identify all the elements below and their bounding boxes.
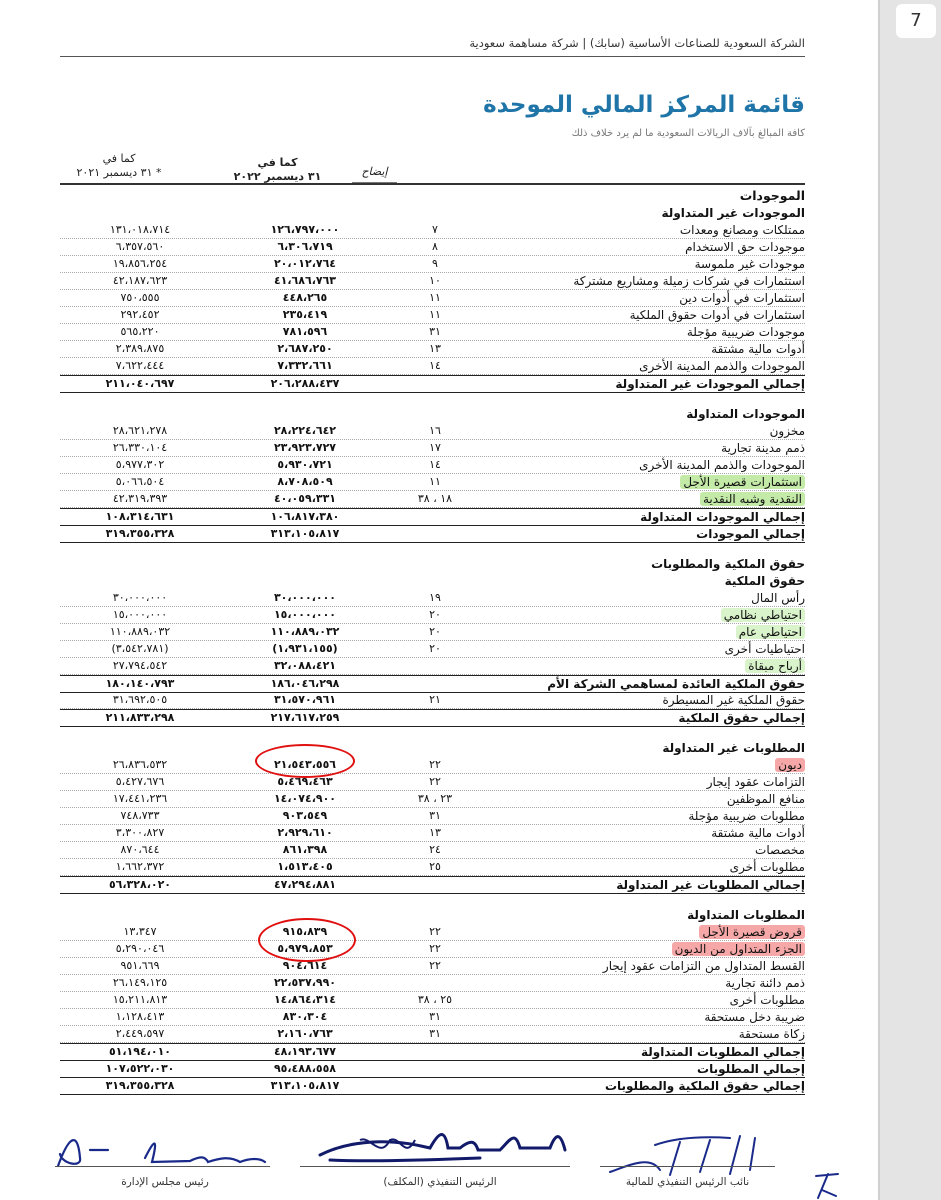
value-2022: ٥،٩٣٠،٧٢١ (277, 458, 333, 471)
value-2021: ٨٧٠،٦٤٤ (120, 843, 160, 856)
row-label (475, 1026, 805, 1042)
signature-label-ceo: الرئيس التنفيذي (المكلف) (383, 1176, 497, 1188)
value-2022: ٢٠،٠١٢،٧٦٤ (273, 257, 337, 270)
row-label (475, 474, 805, 490)
value-2021: ٥،٢٩٠،٠٤٦ (115, 942, 165, 955)
section-heading-row (60, 188, 805, 204)
row-label-text: استثمارات في شركات زميلة ومشاريع مشتركة (573, 274, 805, 288)
total-row (60, 375, 805, 393)
value-2022: ٢١،٥٤٣،٥٥٦ (273, 758, 337, 771)
value-2022: ٤٨،١٩٣،٦٧٧ (273, 1045, 337, 1058)
table-row (60, 607, 805, 624)
table-row (60, 808, 805, 825)
row-label (475, 641, 805, 657)
value-2021: ١٨٠،١٤٠،٧٩٣ (105, 677, 175, 690)
table-row (60, 641, 805, 658)
table-row (60, 423, 805, 440)
value-2021: ٥١،١٩٤،٠١٠ (108, 1045, 172, 1058)
total-row (60, 1077, 805, 1095)
value-2021: ٣،٣٠٠،٨٢٧ (115, 826, 165, 839)
value-2021: ٩٥١،٦٦٩ (120, 959, 160, 972)
row-label-text: إجمالي المطلوبات غير المتداولة (616, 878, 805, 892)
row-label-text: رأس المال (751, 591, 805, 605)
table-row (60, 491, 805, 508)
table-row (60, 624, 805, 641)
row-label (475, 590, 805, 606)
value-2022: ٣١٣،١٠٥،٨١٧ (270, 1079, 340, 1092)
row-label (475, 440, 805, 456)
table-row (60, 222, 805, 239)
row-note-ref: ٢٢ (429, 758, 441, 771)
table-row (60, 859, 805, 876)
value-2022: ٣١،٥٧٠،٩٦١ (273, 693, 337, 706)
row-label (475, 859, 805, 875)
section-heading-row (60, 740, 805, 756)
row-label-text: مطلوبات أخرى (729, 993, 805, 1007)
value-2022: ٢،٩٢٩،٦١٠ (277, 826, 333, 839)
row-note-ref: ١٣ (429, 826, 441, 839)
value-2021: ٥٦،٣٢٨،٠٢٠ (108, 878, 172, 891)
row-label (475, 376, 805, 392)
value-2021: ٣١،٦٩٢،٥٠٥ (112, 693, 168, 706)
row-note-ref: ١٩ (429, 591, 441, 604)
table-row (60, 590, 805, 607)
value-2022: ٣٠،٠٠٠،٠٠٠ (273, 591, 337, 604)
row-label-text: ممتلكات ومصانع ومعدات (679, 223, 805, 237)
row-label-text: المطلوبات غير المتداولة (662, 741, 805, 755)
row-label-text: حقوق الملكية غير المسيطرة (662, 693, 805, 707)
row-label-text: حقوق الملكية والمطلوبات (651, 557, 805, 571)
row-label (475, 624, 805, 640)
row-label-text: الموجودات والذمم المدينة الأخرى (639, 359, 805, 373)
row-label (475, 341, 805, 357)
value-2022: ٩٥،٤٨٨،٥٥٨ (273, 1062, 337, 1075)
value-2022: ٥،٤٦٩،٤٦٣ (277, 775, 333, 788)
value-2022: ٤١،٦٨٦،٧٦٣ (273, 274, 337, 287)
table-row (60, 474, 805, 491)
row-label-text: إجمالي المطلوبات (697, 1062, 805, 1076)
row-label (475, 1061, 805, 1077)
value-2021: ١٩،٨٥٦،٢٥٤ (112, 257, 168, 270)
row-label (475, 205, 805, 221)
row-note-ref: ١٨ ، ٣٨ (417, 492, 453, 505)
value-2021: ١٣،٣٤٧ (123, 925, 157, 938)
row-label (475, 710, 805, 726)
value-2022: ٣٢،٠٨٨،٤٢١ (273, 659, 337, 672)
row-label-text: ذمم مدينة تجارية (721, 441, 805, 455)
row-label (475, 975, 805, 991)
row-label (475, 607, 805, 623)
value-2022: ٤٧،٢٩٤،٨٨١ (273, 878, 337, 891)
row-label-text: الموجودات والذمم المدينة الأخرى (639, 458, 805, 472)
table-row (60, 924, 805, 941)
total-row (60, 508, 805, 526)
value-2022: ٢٠٦،٢٨٨،٤٣٧ (270, 377, 340, 390)
row-label-text: استثمارات في أدوات دين (679, 291, 805, 305)
row-note-ref: ١٣ (429, 342, 441, 355)
row-label-text: أرباح مبقاة (745, 659, 805, 673)
value-2021: ٢،٤٤٩،٥٩٧ (115, 1027, 165, 1040)
value-2021: ٥،٠٦٦،٥٠٤ (115, 475, 165, 488)
initials-mark (808, 1170, 848, 1200)
row-note-ref: ٢٠ (429, 608, 441, 621)
table-row (60, 757, 805, 774)
row-label-text: احتياطي عام (736, 625, 805, 639)
signature-line-chairman (55, 1166, 270, 1167)
row-label-text: مطلوبات ضريبية مؤجلة (688, 809, 805, 823)
value-2022: (١،٩٣١،١٥٥) (272, 642, 338, 655)
value-2021: ٣١٩،٣٥٥،٣٢٨ (105, 1079, 175, 1092)
value-2021: ٧٤٨،٧٣٣ (120, 809, 160, 822)
row-label (475, 290, 805, 306)
row-label (475, 676, 805, 692)
row-label-text: احتياطي نظامي (721, 608, 805, 622)
table-row (60, 273, 805, 290)
row-note-ref: ١٠ (429, 274, 441, 287)
row-label (475, 324, 805, 340)
row-note-ref: ٢٢ (429, 775, 441, 788)
row-note-ref: ٣١ (429, 809, 441, 822)
total-row (60, 709, 805, 727)
row-note-ref: ٢٠ (429, 625, 441, 638)
row-label (475, 757, 805, 773)
statement-title: قائمة المركز المالي الموحدة (483, 92, 805, 118)
table-row (60, 239, 805, 256)
row-label (475, 457, 805, 473)
row-label-text: زكاة مستحقة (738, 1027, 805, 1041)
value-2022: ٤٠،٠٥٩،٣٣١ (273, 492, 337, 505)
header-divider (60, 56, 805, 57)
table-row (60, 440, 805, 457)
signature-label-chairman: رئيس مجلس الإدارة (121, 1176, 209, 1188)
row-note-ref: ٢٥ ، ٣٨ (417, 993, 453, 1006)
value-2021: ٥٦٥،٢٢٠ (120, 325, 160, 338)
section-heading-row (60, 556, 805, 572)
row-label (475, 1009, 805, 1025)
value-2021: ٤٢،٣١٩،٣٩٣ (112, 492, 168, 505)
row-label (475, 842, 805, 858)
row-label-text: الموجودات (739, 188, 805, 203)
row-label-text: ذمم دائنة تجارية (725, 976, 805, 990)
row-label-text: احتياطيات أخرى (724, 642, 805, 656)
value-2022: ٢٨،٢٢٤،٦٤٢ (273, 424, 337, 437)
table-row (60, 975, 805, 992)
value-2021: ٥،٤٢٧،٦٧٦ (115, 775, 165, 788)
total-row (60, 675, 805, 693)
value-2022: ٨٦١،٣٩٨ (282, 843, 328, 856)
row-note-ref: ٣١ (429, 325, 441, 338)
section-heading-row (60, 573, 805, 589)
row-label-text: أدوات مالية مشتقة (711, 826, 805, 840)
table-row (60, 341, 805, 358)
row-label-text: استثمارات قصيرة الأجل (680, 475, 805, 489)
company-header: الشركة السعودية للصناعات الأساسية (سابك) | شركة مساهمة سعودية (469, 36, 805, 50)
row-label-text: ديون (775, 758, 805, 772)
row-label (475, 791, 805, 807)
value-2022: ٢،٦٨٧،٢٥٠ (277, 342, 333, 355)
column-2022-line1: كما في (257, 156, 298, 169)
value-2022: ٢٣٥،٤١٩ (282, 308, 328, 321)
row-label-text: استثمارات في أدوات حقوق الملكية (629, 308, 805, 322)
row-note-ref: ٧ (432, 223, 438, 236)
table-row (60, 992, 805, 1009)
row-label-text: حقوق الملكية العائدة لمساهمي الشركة الأم (547, 677, 805, 691)
row-label (475, 658, 805, 674)
row-label-text: الموجودات المتداولة (686, 407, 805, 421)
value-2021: ٢٧،٧٩٤،٥٤٢ (112, 659, 168, 672)
row-label (475, 509, 805, 525)
row-note-ref: ٩ (432, 257, 438, 270)
value-2022: ٨٣٠،٣٠٤ (282, 1010, 328, 1023)
value-2021: ٣٠،٠٠٠،٠٠٠ (112, 591, 168, 604)
value-2022: ٩٠٤،٦١٤ (282, 959, 328, 972)
total-row (60, 525, 805, 543)
row-label-text: إجمالي الموجودات المتداولة (640, 510, 805, 524)
row-note-ref: ٢٢ (429, 959, 441, 972)
row-label-text: قروض قصيرة الأجل (699, 925, 805, 939)
row-label-text: إجمالي الموجودات (696, 527, 805, 541)
row-label (475, 941, 805, 957)
row-note-ref: ٢٢ (429, 942, 441, 955)
row-label (475, 740, 805, 756)
section-heading-row (60, 406, 805, 422)
value-2022: ١٤،٨٦٤،٣١٤ (273, 993, 337, 1006)
row-label-text: إجمالي حقوق الملكية والمطلوبات (604, 1079, 805, 1093)
value-2022: ٩٠٣،٥٤٩ (282, 809, 328, 822)
row-label-text: الجزء المتداول من الديون (672, 942, 805, 956)
value-2021: ٢١١،٠٤٠،٦٩٧ (105, 377, 175, 390)
red-circle-annotation (258, 918, 356, 962)
row-note-ref: ١٦ (429, 424, 441, 437)
row-label (475, 526, 805, 542)
table-header-rule (60, 183, 805, 185)
row-label (475, 774, 805, 790)
value-2022: ٩١٥،٨٣٩ (282, 925, 328, 938)
value-2021: ٢٩٢،٤٥٢ (120, 308, 160, 321)
value-2021: ٢٦،١٤٩،١٢٥ (112, 976, 168, 989)
row-label-text: مخزون (769, 424, 805, 438)
table-row (60, 941, 805, 958)
table-row (60, 1026, 805, 1043)
row-label (475, 1078, 805, 1094)
value-2021: ٢٦،٨٣٦،٥٣٢ (112, 758, 168, 771)
row-label-text: النقدية وشبه النقدية (700, 492, 805, 506)
value-2022: ٢٢،٥٣٧،٩٩٠ (273, 976, 337, 989)
value-2022: ١٤،٠٧٤،٩٠٠ (273, 792, 337, 805)
row-note-ref: ٢٥ (429, 860, 441, 873)
row-label-text: المطلوبات المتداولة (687, 908, 805, 922)
table-row (60, 791, 805, 808)
row-label (475, 406, 805, 422)
column-header-note: إيضاح (361, 165, 388, 178)
value-2021: ١٧،٤٤١،٢٣٦ (112, 792, 168, 805)
signature-cfo (600, 1130, 780, 1180)
table-row (60, 1009, 805, 1026)
row-label-text: القسط المتداول من التزامات عقود إيجار (602, 959, 805, 973)
value-2022: ٧٨١،٥٩٦ (282, 325, 328, 338)
signature-line-ceo (300, 1166, 570, 1167)
row-note-ref: ١٤ (429, 458, 441, 471)
viewer-sidebar (880, 0, 941, 1200)
row-note-ref: ٢٣ ، ٣٨ (417, 792, 453, 805)
total-row (60, 876, 805, 894)
value-2022: ٣١٣،١٠٥،٨١٧ (270, 527, 340, 540)
row-label (475, 556, 805, 572)
value-2022: ٥،٩٧٩،٨٥٣ (277, 942, 333, 955)
table-row (60, 290, 805, 307)
row-label-text: موجودات حق الاستخدام (685, 240, 805, 254)
row-label (475, 239, 805, 255)
table-row (60, 774, 805, 791)
value-2021: ٦،٣٥٧،٥٦٠ (115, 240, 165, 253)
table-row (60, 692, 805, 709)
value-2021: ٥،٩٧٧،٣٠٢ (115, 458, 165, 471)
row-note-ref: ١٧ (429, 441, 441, 454)
row-label (475, 877, 805, 893)
row-label (475, 273, 805, 289)
row-label-text: أدوات مالية مشتقة (711, 342, 805, 356)
row-label (475, 924, 805, 940)
value-2021: ١،٦٦٢،٣٧٢ (115, 860, 165, 873)
row-note-ref: ١١ (429, 291, 441, 304)
row-label (475, 1044, 805, 1060)
value-2022: ٦،٣٠٦،٧١٩ (277, 240, 333, 253)
value-2022: ١١٠،٨٨٩،٠٣٢ (270, 625, 340, 638)
column-2022-line2: ٣١ ديسمبر ٢٠٢٢ (233, 170, 322, 183)
value-2021: ٢٨،٦٢١،٢٧٨ (112, 424, 168, 437)
row-note-ref: ١١ (429, 308, 441, 321)
table-row (60, 457, 805, 474)
row-label (475, 992, 805, 1008)
value-2021: ٢،٣٨٩،٨٧٥ (115, 342, 165, 355)
row-label (475, 808, 805, 824)
row-label (475, 491, 805, 507)
value-2021: ١٠٨،٣١٤،٦٣١ (105, 510, 175, 523)
row-label (475, 358, 805, 374)
row-note-ref: ٨ (432, 240, 438, 253)
total-row (60, 1043, 805, 1061)
row-note-ref: ٢٠ (429, 642, 441, 655)
row-note-ref: ٢٢ (429, 925, 441, 938)
value-2022: ١٨٦،٠٤٦،٢٩٨ (270, 677, 340, 690)
row-note-ref: ١٤ (429, 359, 441, 372)
row-label (475, 825, 805, 841)
column-2021-line1: كما في (102, 152, 136, 165)
value-2021: ١٥،٠٠٠،٠٠٠ (112, 608, 168, 621)
row-label-text: موجودات ضريبية مؤجلة (686, 325, 805, 339)
signature-label-cfo: نائب الرئيس التنفيذي للمالية (625, 1176, 750, 1188)
section-heading-row (60, 205, 805, 221)
value-2022: ٢،١٦٠،٧٦٣ (277, 1027, 333, 1040)
table-row (60, 825, 805, 842)
value-2022: ١٥،٠٠٠،٠٠٠ (273, 608, 337, 621)
row-label (475, 188, 805, 204)
row-label (475, 907, 805, 923)
row-note-ref: ٢٤ (429, 843, 441, 856)
value-2021: ١،١٢٨،٤١٣ (115, 1010, 165, 1023)
value-2022: ١،٥١٣،٤٠٥ (277, 860, 333, 873)
page-number-badge[interactable]: 7 (896, 4, 936, 38)
row-label (475, 423, 805, 439)
table-row (60, 358, 805, 375)
value-2022: ٢٣،٩٢٣،٧٢٧ (273, 441, 337, 454)
value-2021: ١١٠،٨٨٩،٠٣٢ (109, 625, 171, 638)
value-2021: ٧٥٠،٥٥٥ (120, 291, 160, 304)
row-label (475, 307, 805, 323)
row-note-ref: ٣١ (429, 1010, 441, 1023)
table-row (60, 307, 805, 324)
row-note-ref: ٣١ (429, 1027, 441, 1040)
row-note-ref: ٢١ (429, 693, 441, 706)
row-label-text: مطلوبات أخرى (729, 860, 805, 874)
value-2022: ٢١٧،٦١٧،٢٥٩ (270, 711, 340, 724)
column-header-2022 (220, 156, 335, 184)
row-label (475, 958, 805, 974)
value-2021: ٤٢،١٨٧،٦٢٣ (112, 274, 168, 287)
value-2022: ١٠٦،٨١٧،٣٨٠ (270, 510, 340, 523)
row-label-text: موجودات غير ملموسة (694, 257, 805, 271)
row-label (475, 256, 805, 272)
value-2021: ٢١١،٨٣٣،٢٩٨ (105, 711, 175, 724)
value-2021: ١٠٧،٥٢٢،٠٣٠ (105, 1062, 175, 1075)
row-label-text: مخصصات (755, 843, 805, 857)
value-2022: ٧،٣٣٢،٦٦١ (277, 359, 333, 372)
value-2021: ٣١٩،٣٥٥،٣٢٨ (105, 527, 175, 540)
signature-line-cfo (600, 1166, 775, 1167)
row-label (475, 222, 805, 238)
value-2021: ١٣١،٠١٨،٧١٤ (109, 223, 171, 236)
row-label-text: ضريبة دخل مستحقة (704, 1010, 805, 1024)
value-2022: ١٢٦،٧٩٧،٠٠٠ (270, 223, 340, 236)
row-note-ref: ١١ (429, 475, 441, 488)
table-row (60, 958, 805, 975)
row-label-text: الموجودات غير المتداولة (661, 206, 805, 220)
row-label-text: التزامات عقود إيجار (706, 775, 805, 789)
table-row (60, 842, 805, 859)
value-2021: ٢٦،٣٣٠،١٠٤ (112, 441, 168, 454)
total-row (60, 1060, 805, 1078)
value-2022: ٤٤٨،٢٦٥ (282, 291, 328, 304)
table-row (60, 658, 805, 675)
value-2021: ١٥،٢١١،٨١٣ (112, 993, 168, 1006)
row-label (475, 573, 805, 589)
row-label-text: حقوق الملكية (724, 574, 805, 588)
column-2021-line2: ٣١ ديسمبر ٢٠٢١ * (76, 166, 162, 179)
row-label-text: إجمالي الموجودات غير المتداولة (615, 377, 805, 391)
value-2022: ٨،٧٠٨،٥٠٩ (277, 475, 333, 488)
table-row (60, 324, 805, 341)
row-label-text: منافع الموظفين (726, 792, 805, 806)
row-label-text: إجمالي المطلوبات المتداولة (640, 1045, 805, 1059)
table-row (60, 256, 805, 273)
row-label-text: إجمالي حقوق الملكية (678, 711, 805, 725)
section-heading-row (60, 907, 805, 923)
row-label (475, 692, 805, 708)
statement-subtitle: كافة المبالغ بآلاف الريالات السعودية ما لم يرد خلاف ذلك (571, 128, 805, 139)
value-2021: (٣،٥٤٢،٧٨١) (111, 642, 169, 655)
value-2021: ٧،٦٢٢،٤٤٤ (115, 359, 165, 372)
column-header-2021 (63, 152, 175, 180)
red-circle-annotation (255, 744, 355, 778)
